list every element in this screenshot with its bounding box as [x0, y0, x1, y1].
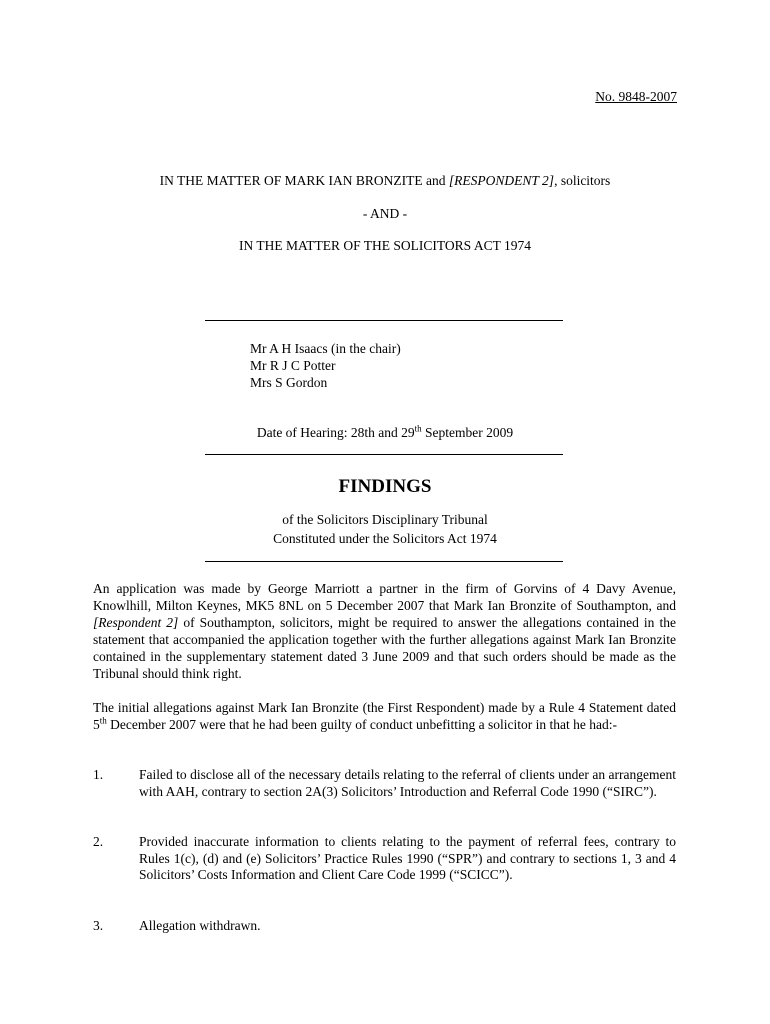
hearing-date: [0, 425, 770, 441]
divider-middle: [205, 454, 563, 455]
application-text-continued: of Southampton, solicitors, might be required to answer the allegations contained in the statement that accompanied the application together with the further allegations against Mark Ian Bronzite contained in the supplementary statement dated 3 June 2009 and that such orders should be made as the Tribunal should think right.: [93, 615, 676, 681]
allegation-number: 2.: [93, 834, 104, 849]
tribunal-member: Mr R J C Potter: [250, 358, 336, 373]
tribunal-member: Mrs S Gordon: [250, 375, 328, 390]
case-number: No. 9848-2007: [595, 89, 677, 104]
tribunal-member: Mr A H Isaacs (in the chair): [250, 341, 401, 356]
tribunal-members: [250, 340, 401, 391]
matter-heading-text: IN THE MATTER OF MARK IAN BRONZITE and: [159, 173, 449, 188]
initial-allegations-text: The initial allegations against Mark Ian Bronzite (the First Respondent) made by a Rule 4 Statement dated 5: [93, 700, 676, 732]
matter-heading-suffix: , solicitors: [554, 173, 611, 188]
subtitle-line-1: of the Solicitors Disciplinary Tribunal: [282, 512, 488, 527]
application-paragraph: [93, 580, 676, 682]
allegation-item: [93, 918, 676, 935]
initial-allegations-text-continued: December 2007 were that he had been guilty of conduct unbefitting a solicitor in that he had:-: [106, 717, 617, 732]
hearing-date-month: September 2009: [421, 425, 514, 440]
allegation-item: [93, 834, 676, 884]
allegation-text: Allegation withdrawn.: [139, 918, 261, 933]
statement-date-ordinal: th: [99, 715, 107, 726]
allegation-item: [93, 767, 676, 800]
allegation-text: Failed to disclose all of the necessary details relating to the referral of clients under an arrangement with AAH, contrary to section 2A(3) Solicitors’ Introduction and Referral Code 1990 (“SIRC”).: [139, 767, 676, 799]
allegation-text: Provided inaccurate information to clients relating to the payment of referral fees, contrary to Rules 1(c), (d) and (e) Solicitors’ Practice Rules 1990 (“SPR”) and contrary to sections 1, 3 and 4 Solicitors’ Costs Information and Client Care Code 1999 (“SCICC”).: [139, 834, 676, 882]
allegation-number: 1.: [93, 767, 104, 782]
divider-top: [205, 320, 563, 321]
findings-title: FINDINGS: [338, 476, 432, 497]
hearing-date-ordinal: th: [414, 423, 422, 434]
allegation-number: 3.: [93, 918, 104, 933]
initial-allegations-paragraph: [93, 699, 676, 733]
respondent-2-placeholder: [Respondent 2]: [93, 615, 179, 630]
matter-heading-respondents: [0, 173, 770, 189]
divider-bottom: [205, 561, 563, 562]
application-text: An application was made by George Marriott a partner in the firm of Gorvins of 4 Davy Avenue, Knowlhill, Milton Keynes, MK5 8NL on 5 December 2007 that Mark Ian Bronzite of Southampton, and: [93, 581, 676, 613]
and-separator: - AND -: [362, 206, 408, 221]
subtitle-line-2: Constituted under the Solicitors Act 1974: [273, 531, 497, 546]
matter-heading-act: IN THE MATTER OF THE SOLICITORS ACT 1974: [239, 238, 531, 253]
hearing-date-text: Date of Hearing: 28th and 29: [256, 425, 415, 440]
respondent-2-placeholder: [RESPONDENT 2]: [448, 173, 555, 188]
